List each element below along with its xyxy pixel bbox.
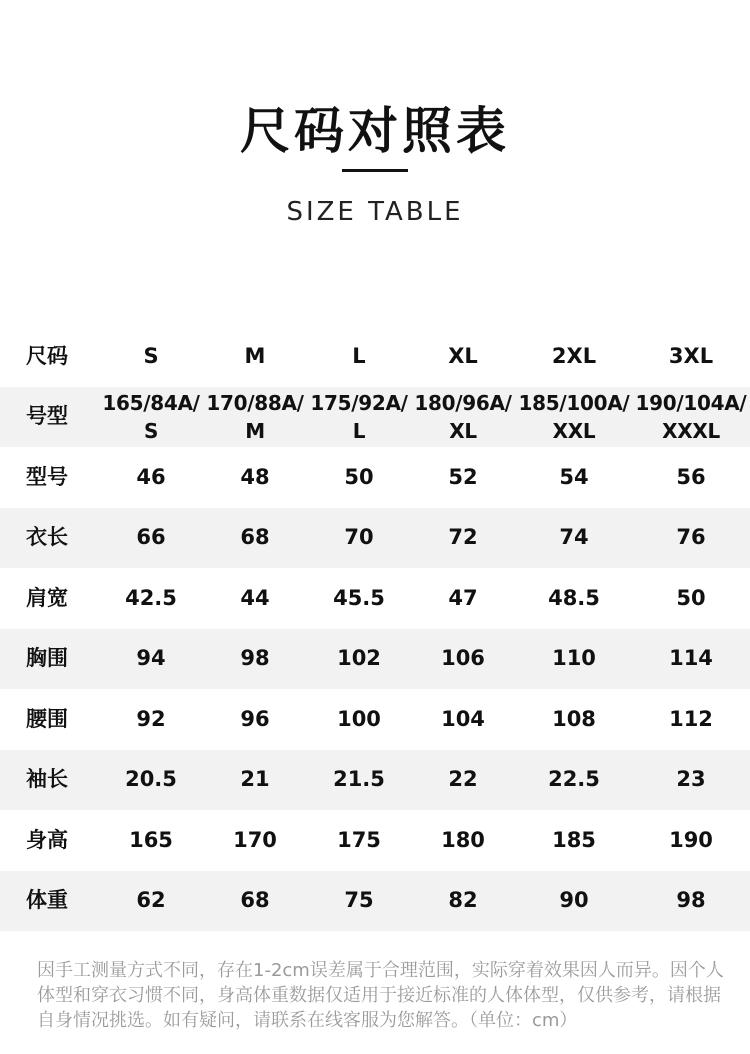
table-cell: 170 (233, 827, 277, 852)
table-cell: 114 (669, 646, 713, 671)
row-label: 衣长 (26, 525, 68, 550)
table-cell: 185/100A/ XXL (518, 390, 630, 443)
table-cell: 175/92A/ L (310, 390, 408, 443)
measurement-note: 因手工测量方式不同，存在1-2cm误差属于合理范围，实际穿着效果因人而异。因个人体型和穿衣习惯不同，身高体重数据仅适用于接近标准的人体体型，仅供参考，请根据自身情况挑选。如有疑问，请联系在线客服为您解答。（单位：cm） (37, 960, 724, 1031)
table-cell: 100 (337, 706, 381, 731)
table-cell: M (244, 343, 266, 368)
table-cell: 180/96A/ XL (414, 390, 512, 443)
table-cell: 170/88A/ M (206, 390, 304, 443)
table-cell: 175 (337, 827, 381, 852)
row-label: 体重 (26, 888, 68, 913)
table-cell: 3XL (668, 343, 714, 368)
row-label: 袖长 (26, 767, 68, 792)
table-cell: 47 (448, 585, 478, 610)
table-cell: XL (448, 343, 478, 368)
table-row-height (0, 810, 750, 871)
table-cell: 104 (441, 706, 485, 731)
table-cell: 52 (448, 464, 478, 489)
table-cell: 165 (129, 827, 173, 852)
table-cell: 66 (136, 525, 166, 550)
table-cell: 62 (136, 888, 166, 913)
row-label: 肩宽 (26, 585, 68, 610)
table-cell: 98 (240, 646, 270, 671)
table-cell: 70 (344, 525, 374, 550)
table-cell: 23 (676, 767, 706, 792)
table-cell: 90 (559, 888, 589, 913)
table-row-sleeve (0, 750, 750, 811)
table-cell: 96 (240, 706, 270, 731)
table-cell: 94 (136, 646, 166, 671)
table-cell: 108 (552, 706, 596, 731)
table-cell: 44 (240, 585, 270, 610)
table-cell: S (143, 343, 159, 368)
table-cell: 68 (240, 525, 270, 550)
table-row-model (0, 387, 750, 448)
table-row-size (0, 326, 750, 387)
table-cell: 112 (669, 706, 713, 731)
table-cell: 54 (559, 464, 589, 489)
table-cell: 68 (240, 888, 270, 913)
table-cell: 72 (448, 525, 478, 550)
table-cell: 185 (552, 827, 596, 852)
table-cell: 22.5 (548, 767, 600, 792)
page-title: 尺码对照表 (240, 102, 510, 160)
table-cell: 50 (344, 464, 374, 489)
title-underline (342, 169, 408, 172)
page-subtitle: SIZE TABLE (286, 197, 464, 227)
row-label: 型号 (26, 464, 68, 489)
table-row-length (0, 508, 750, 569)
table-cell: 74 (559, 525, 589, 550)
table-cell: 82 (448, 888, 478, 913)
size-table (0, 326, 750, 931)
table-cell: 45.5 (333, 585, 385, 610)
table-row-shoulder (0, 568, 750, 629)
table-cell: 190 (669, 827, 713, 852)
table-cell: 165/84A/ S (102, 390, 200, 443)
table-cell: 50 (676, 585, 706, 610)
row-label: 尺码 (26, 343, 68, 368)
table-cell: 56 (676, 464, 706, 489)
row-label: 身高 (26, 827, 68, 852)
table-cell: 22 (448, 767, 478, 792)
table-cell: 106 (441, 646, 485, 671)
table-cell: 46 (136, 464, 166, 489)
row-label: 胸围 (26, 646, 68, 671)
table-cell: 75 (344, 888, 374, 913)
table-cell: 76 (676, 525, 706, 550)
table-cell: 102 (337, 646, 381, 671)
table-row-chest (0, 629, 750, 690)
table-row-waist (0, 689, 750, 750)
table-cell: 20.5 (125, 767, 177, 792)
table-cell: 180 (441, 827, 485, 852)
table-cell: 92 (136, 706, 166, 731)
row-label: 腰围 (26, 706, 68, 731)
table-cell: 98 (676, 888, 706, 913)
table-cell: 42.5 (125, 585, 177, 610)
table-cell: 21 (240, 767, 270, 792)
table-row-weight (0, 871, 750, 932)
table-cell: 48 (240, 464, 270, 489)
row-label: 号型 (26, 404, 68, 429)
table-cell: 190/104A/ XXXL (635, 390, 747, 443)
table-row-type (0, 447, 750, 508)
table-cell: 110 (552, 646, 596, 671)
table-cell: 21.5 (333, 767, 385, 792)
table-cell: L (352, 343, 366, 368)
table-cell: 2XL (551, 343, 597, 368)
table-cell: 48.5 (548, 585, 600, 610)
